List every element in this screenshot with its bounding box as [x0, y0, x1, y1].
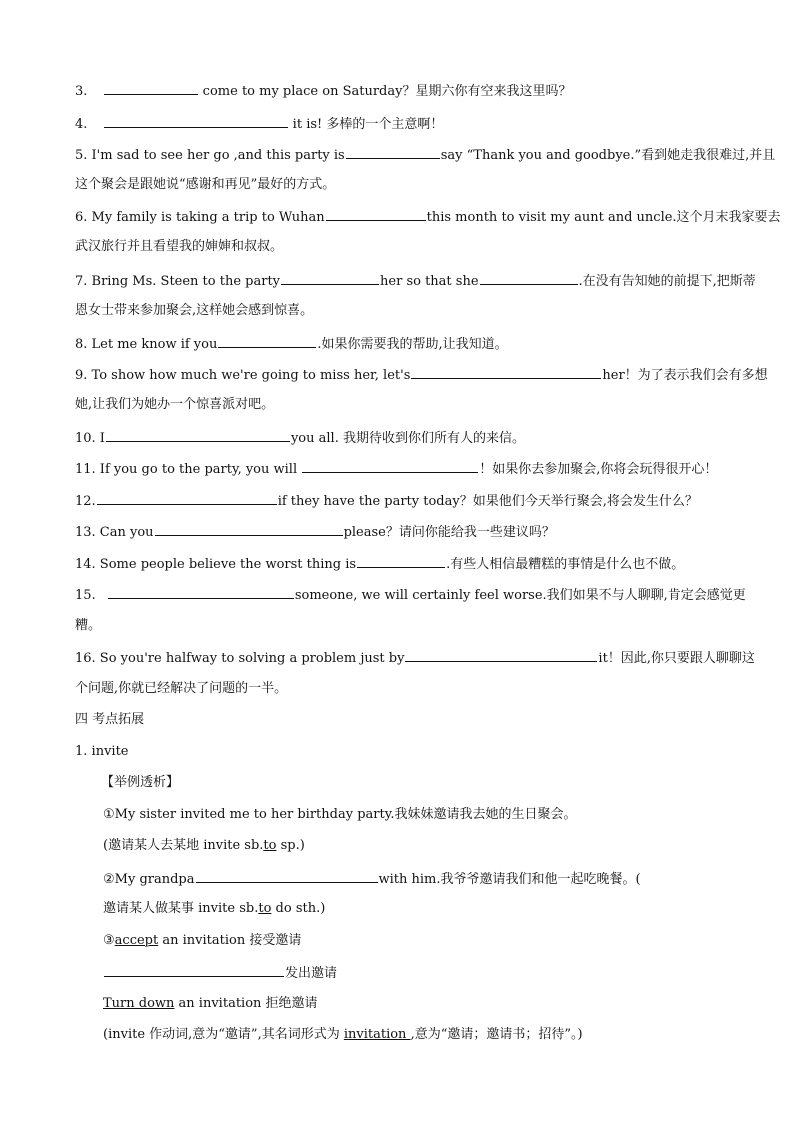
answer-blank[interactable] — [346, 144, 440, 159]
answer-blank[interactable] — [104, 113, 288, 128]
item-8 — [75, 333, 725, 355]
example-1-note — [103, 836, 753, 856]
item-9 — [75, 364, 768, 386]
answer-blank[interactable] — [196, 868, 378, 883]
phrase-underlined: accept — [114, 933, 159, 948]
note-underlined: to — [263, 838, 277, 853]
answer-blank[interactable] — [357, 553, 445, 568]
note-underlined: invitation — [343, 1027, 411, 1042]
item-text: .如果你需要我的帮助,让我知道。 — [317, 337, 508, 352]
item-text: 11. If you go to the party, you will — [75, 462, 298, 477]
example-3b — [103, 962, 753, 984]
item-text: say “Thank you and goodbye.”看到她走我很难过,并且 — [440, 148, 776, 163]
example-1: ①My sister invited me to her birthday party.我妹妹邀请我去她的生日聚会。 — [103, 807, 577, 822]
item-text: if they have the party today？如果他们今天举行聚会,将会发生什么？ — [277, 494, 698, 509]
item-6 — [75, 206, 781, 228]
item-text: 13. Can you — [75, 525, 154, 540]
item-number: 3. — [75, 84, 88, 99]
item-number: 4. — [75, 117, 88, 132]
item-text: 9. To show how much we're going to miss her, let's — [75, 368, 411, 383]
item-text: 14. Some people believe the worst thing is — [75, 557, 357, 572]
example-heading: 【举例透析】 — [101, 775, 180, 790]
example-text: an invitation 拒绝邀请 — [174, 996, 318, 1011]
item-3 — [75, 80, 725, 102]
section-heading: 四 考点拓展 — [75, 712, 145, 727]
answer-blank[interactable] — [326, 206, 426, 221]
item-text: 15. — [75, 588, 96, 603]
item-text: .在没有告知她的前提下,把斯蒂 — [578, 274, 756, 289]
answer-blank[interactable] — [108, 584, 294, 599]
item-text: 6. My family is taking a trip to Wuhan — [75, 210, 325, 225]
note-text: do sth.) — [271, 901, 326, 916]
example-text: an invitation 接受邀请 — [158, 933, 302, 948]
item-text: it is! 多棒的一个主意啊！ — [288, 117, 444, 132]
item-13 — [75, 521, 725, 543]
item-text: .有些人相信最糟糕的事情是什么也不做。 — [446, 557, 685, 572]
item-7-cont: 恩女士带来参加聚会,这样她会感到惊喜。 — [75, 303, 314, 318]
item-text: 10. I — [75, 431, 105, 446]
note-text: 邀请某人做某事 invite sb. — [103, 901, 259, 916]
answer-blank[interactable] — [405, 647, 597, 662]
item-6-cont: 武汉旅行并且看望我的婶婶和叔叔。 — [75, 239, 284, 254]
answer-blank[interactable] — [97, 490, 277, 505]
item-16-cont: 个问题,你就已经解决了问题的一半。 — [75, 681, 288, 696]
item-text: come to my place on Saturday？星期六你有空来我这里吗？ — [198, 84, 572, 99]
item-text: 5. I'm sad to see her go ,and this party is — [75, 148, 345, 163]
item-text: 7. Bring Ms. Steen to the party — [75, 274, 281, 289]
circle-number: ③ — [103, 933, 115, 948]
item-5-cont: 这个聚会是跟她说“感谢和再见”最好的方式。 — [75, 177, 336, 192]
item-text: 12. — [75, 494, 96, 509]
item-text: please？请问你能给我一些建议吗？ — [343, 525, 555, 540]
item-14 — [75, 553, 725, 575]
item-text: ！如果你去参加聚会,你将会玩得很开心！ — [479, 462, 718, 477]
answer-blank[interactable] — [480, 270, 578, 285]
item-text: her！为了表示我们会有多想 — [602, 368, 768, 383]
example-2 — [103, 868, 753, 890]
note-text: (invite 作动词,意为“邀请”,其名词形式为 — [103, 1027, 344, 1042]
item-text: 16. So you're halfway to solving a problem just by — [75, 651, 405, 666]
item-15 — [75, 584, 746, 606]
item-9-cont: 她,让我们为她办一个惊喜派对吧。 — [75, 397, 275, 412]
answer-blank[interactable] — [155, 521, 343, 536]
item-text: 8. Let me know if you — [75, 337, 218, 352]
example-text: ②My grandpa — [103, 872, 195, 887]
item-15-cont: 糟。 — [75, 618, 102, 633]
example-2-note — [103, 899, 753, 919]
phrase-underlined: Turn down — [103, 996, 175, 1011]
item-text: this month to visit my aunt and uncle.这个月末我家要去 — [426, 210, 781, 225]
item-5 — [75, 144, 776, 166]
note-underlined: to — [258, 901, 272, 916]
example-text: 发出邀请 — [285, 966, 338, 981]
answer-blank[interactable] — [281, 270, 379, 285]
answer-blank[interactable] — [106, 427, 290, 442]
item-text: it！因此,你只要跟人聊聊这 — [598, 651, 755, 666]
example-3c — [103, 994, 753, 1014]
item-11 — [75, 458, 725, 480]
answer-blank[interactable] — [104, 80, 198, 95]
note-text: (邀请某人去某地 invite sb. — [103, 838, 264, 853]
item-text: someone, we will certainly feel worse.我们如果不与人聊聊,肯定会感觉更 — [294, 588, 746, 603]
item-7 — [75, 270, 756, 292]
note-text: ,意为“邀请；邀请书；招待”。) — [410, 1027, 583, 1042]
answer-blank[interactable] — [218, 333, 316, 348]
example-note — [103, 1025, 753, 1045]
item-4 — [75, 113, 725, 135]
item-10 — [75, 427, 725, 449]
topic-title: 1. invite — [75, 744, 129, 759]
item-text: her so that she — [380, 274, 479, 289]
answer-blank[interactable] — [302, 458, 478, 473]
note-text: sp.) — [276, 838, 305, 853]
example-text: with him.我爷爷邀请我们和他一起吃晚餐。( — [378, 872, 641, 887]
item-16 — [75, 647, 755, 669]
answer-blank[interactable] — [411, 364, 601, 379]
example-3 — [103, 931, 753, 951]
item-text: you all. 我期待收到你们所有人的来信。 — [290, 431, 525, 446]
item-12 — [75, 490, 725, 512]
answer-blank[interactable] — [104, 962, 284, 977]
